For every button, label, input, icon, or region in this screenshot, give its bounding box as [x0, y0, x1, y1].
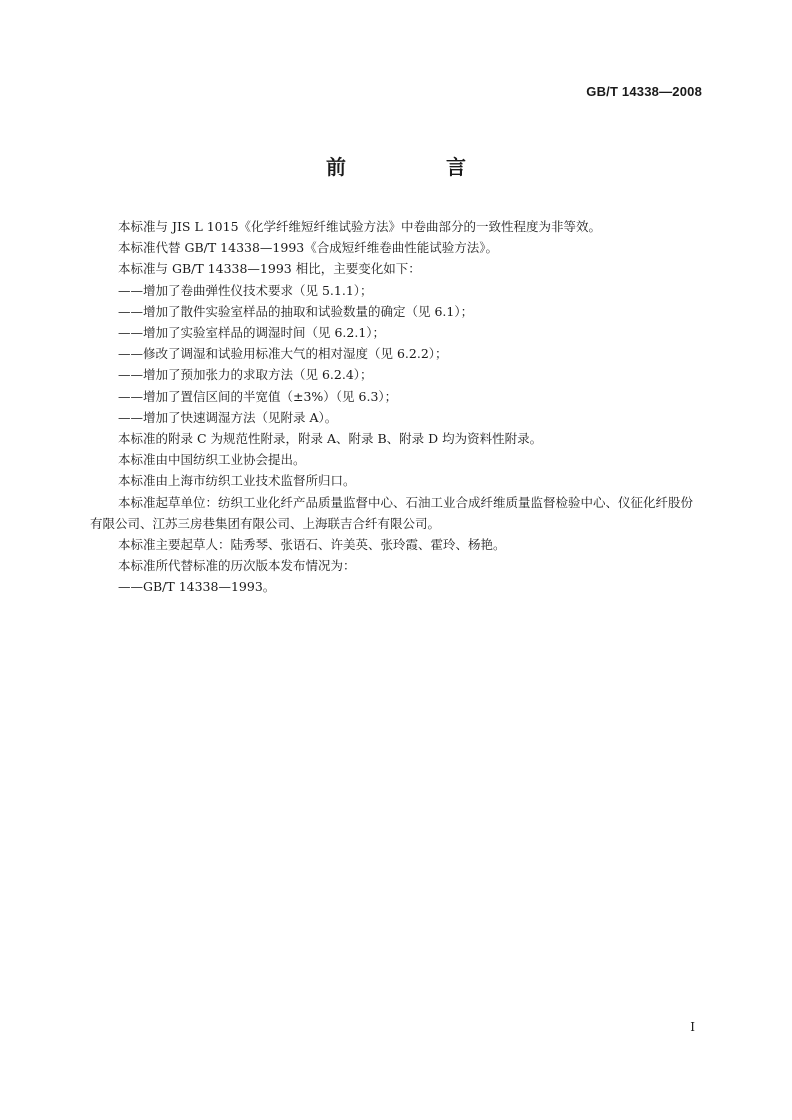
change-item: ——增加了预加张力的求取方法（见 6.2.4）； — [118, 367, 373, 383]
change-item: ——增加了快速调湿方法（见附录 A）。 — [118, 409, 338, 425]
previous-edition-item: ——GB/T 14338—1993。 — [118, 579, 276, 595]
paragraph-replaces: 本标准代替 GB/T 14338—1993《合成短纤维卷曲性能试验方法》。 — [118, 240, 498, 256]
paragraph-drafters: 本标准主要起草人：陆秀琴、张语石、许美英、张玲霞、霍玲、杨艳。 — [118, 537, 506, 553]
paragraph-proposed-by: 本标准由中国纺织工业协会提出。 — [118, 452, 306, 468]
standard-code: GB/T 14338—2008 — [586, 84, 702, 99]
change-item: ——修改了调湿和试验用标准大气的相对湿度（见 6.2.2）； — [118, 346, 448, 362]
change-item: ——增加了散件实验室样品的抽取和试验数量的确定（见 6.1）； — [118, 303, 474, 319]
paragraph-appendices: 本标准的附录 C 为规范性附录，附录 A、附录 B、附录 D 均为资料性附录。 — [118, 431, 543, 447]
change-item: ——增加了卷曲弹性仪技术要求（见 5.1.1）； — [118, 282, 373, 298]
paragraph-drafting-units: 本标准起草单位：纺织工业化纤产品质量监督中心、石油工业合成纤维质量监督检验中心、仪征化纤股份有限公司、江苏三房巷集团有限公司、上海联吉合纤有限公司。 — [90, 494, 694, 531]
change-item: ——增加了实验室样品的调湿时间（见 6.2.1）； — [118, 325, 386, 341]
change-item: ——增加了置信区间的半宽值（±3%）（见 6.3）； — [118, 388, 398, 404]
foreword-body — [90, 216, 705, 598]
paragraph-previous-editions: 本标准所代替标准的历次版本发布情况为： — [118, 558, 356, 574]
paragraph-changes-intro: 本标准与 GB/T 14338—1993 相比，主要变化如下： — [118, 261, 421, 277]
page-title: 前 言 — [326, 155, 506, 179]
paragraph-centralized-by: 本标准由上海市纺织工业技术监督所归口。 — [118, 473, 356, 489]
page-number: I — [690, 1020, 695, 1034]
paragraph-equivalence: 本标准与 JIS L 1015《化学纤维短纤维试验方法》中卷曲部分的一致性程度为非等效。 — [118, 219, 602, 234]
